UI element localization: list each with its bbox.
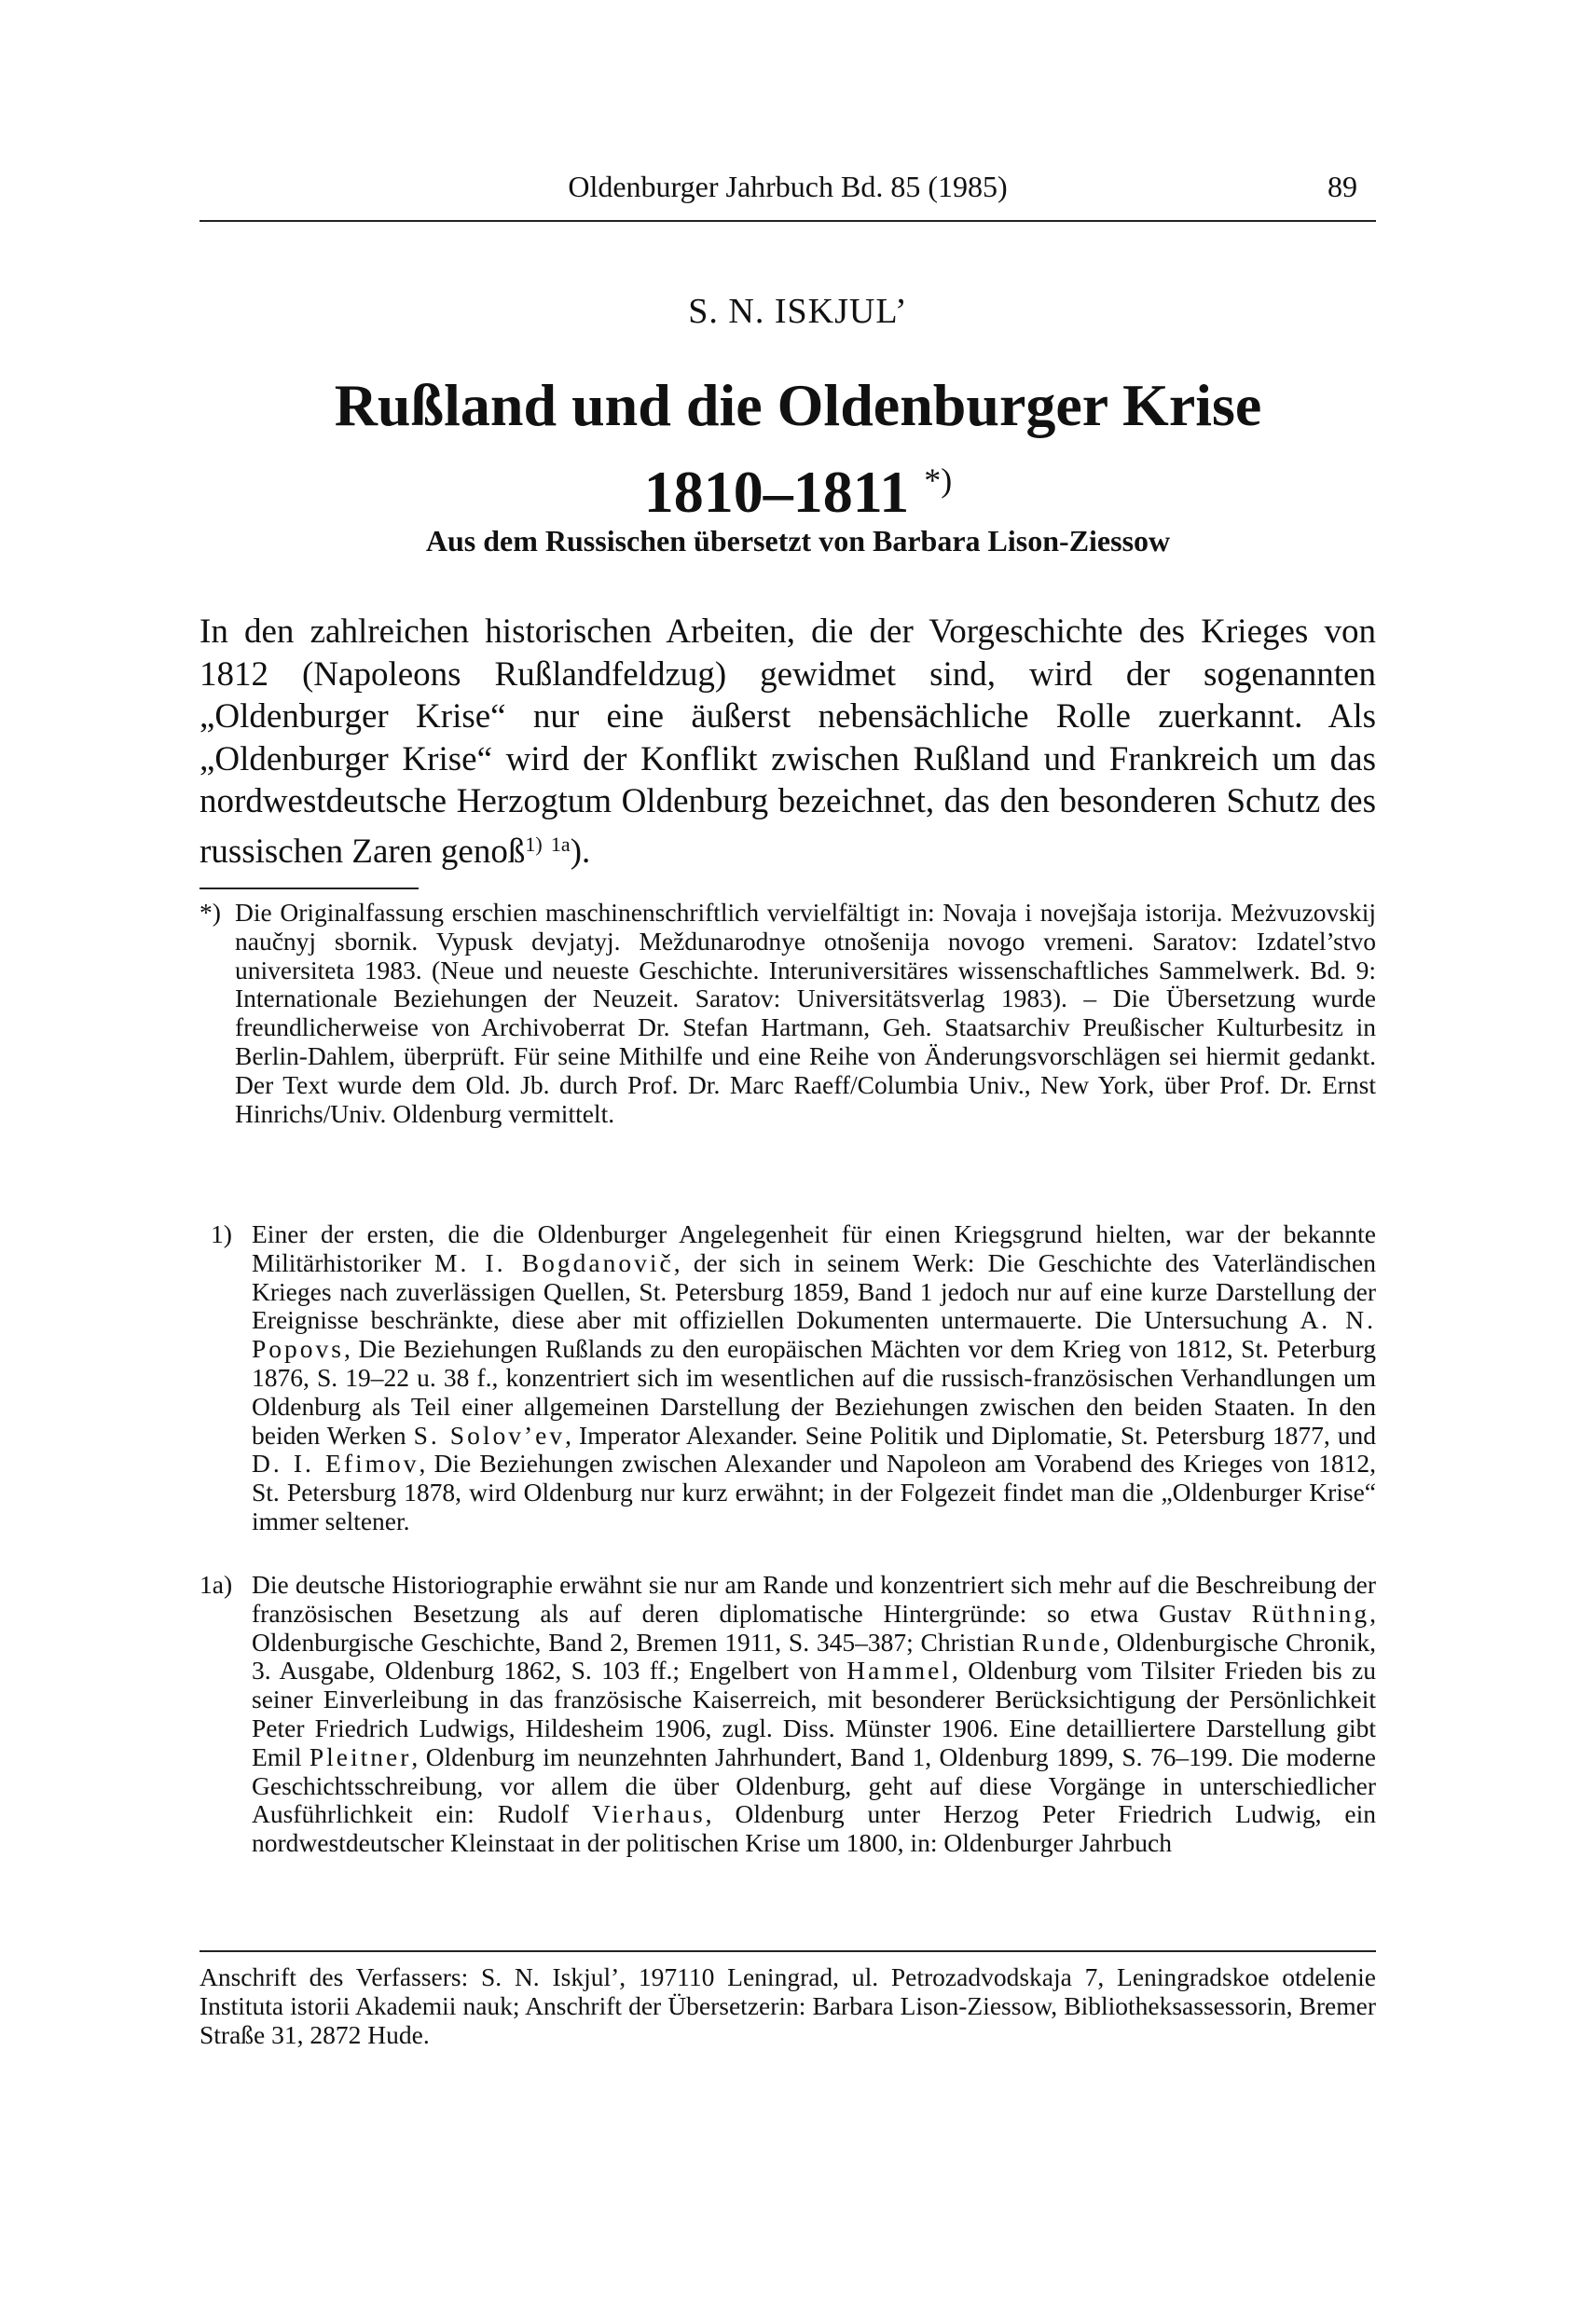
- footnote-1a-text: , Oldenburg unter Herzog Peter Friedrich Ludwig, ein nordwestdeutscher Kleinstaat in der politischen Krise um 1800, in: Oldenburger Jahrbuch: [252, 1799, 1376, 1858]
- footnote-1-text: Einer der ersten, die die Oldenburger Angelegenheit für einen Kriegsgrund hielten, war der bekannte Militärhistoriker: [252, 1219, 1376, 1277]
- address-rule: [200, 1950, 1376, 1952]
- header-rule: [200, 220, 1376, 222]
- footnote-1a-text: Die deutsche Historiographie erwähnt sie nur am Rande und konzentriert sich mehr auf die Beschreibung der französischen Besetzung als auf deren diplomatische Hintergründe: so etwa Gustav: [252, 1570, 1376, 1628]
- running-header: [200, 168, 1376, 220]
- footnote-rule: [200, 888, 419, 889]
- journal-title: Oldenburger Jahrbuch Bd. 85 (1985): [568, 170, 1008, 203]
- body-paragraph-text: In den zahlreichen historischen Arbeiten, die der Vorgeschichte des Krieges von 1812 (Napoleons Rußlandfeldzug) gewidmet sind, wird der sogenannten „Oldenburger Krise“ nur eine äußerst nebensächliche Rolle zuerkannt. Als „Oldenburger Krise“ wird der Konflikt zwischen Rußland und Frankreich um das nordwestdeutsche Herzogtum Oldenburg bezeichnet, das den besonderen Schutz des russischen Zaren genoß: [200, 612, 1376, 871]
- article-subtitle: [0, 446, 1596, 527]
- footnote-ref-1a: 1a: [550, 832, 571, 856]
- page-number: 89: [1328, 170, 1357, 203]
- footnote-1-marker: 1): [211, 1219, 232, 1248]
- footnote-1-text: , Die Beziehungen zwischen Alexander und Napoleon am Vorabend des Krieges von 1812, St. Petersburg 1878, wird Oldenburg nur kurz erwähnt; in der Folgezeit findet man die „Oldenburger Krise“ immer seltener.: [252, 1449, 1376, 1535]
- footnote-1-name-solovev: S. Solov’ev: [413, 1420, 566, 1450]
- footnote-1a-text: , Oldenburg vom Tilsiter Frieden bis zu seiner Einverleibung in das französische Kaiserreich, mit besonderer Berücksichtigung der Persönlichkeit Peter Friedrich Ludwigs, Hildesheim 1906, zugl. Diss. Münster 1906. Eine detailliertere Darstellung gibt Emil: [252, 1656, 1376, 1771]
- footnote-1-name-efimov: D. I. Efimov: [252, 1449, 420, 1479]
- footnote-1a: [252, 1571, 1376, 1858]
- footnote-1a-name-ruthning: Rüthning: [1251, 1598, 1370, 1628]
- article-title: Rußland und die Oldenburger Krise: [334, 372, 1262, 438]
- footnote-1-name-popov: A. N. Popovs: [252, 1305, 1376, 1364]
- footnote-star-marker: *): [200, 898, 221, 927]
- footnote-1-text: , Imperator Alexander. Seine Politik und Diplomatie, St. Petersburg 1877, und: [565, 1420, 1376, 1450]
- footnote-1a-name-hammel: Hammel: [846, 1656, 952, 1686]
- footnote-1a-name-vierhaus: Vierhaus: [592, 1799, 706, 1829]
- article-years: 1810–1811: [643, 459, 910, 525]
- footnote-1a-text: , Oldenburg im neunzehnten Jahrhundert, Band 1, Oldenburg 1899, S. 76–199. Die moderne Geschichtsschreibung, vor allem die über Oldenburg, geht auf diese Vorgänge in unterschiedlicher Ausführlichkeit ein: Rudolf: [252, 1741, 1376, 1829]
- body-paragraph-end: ).: [570, 832, 591, 871]
- body-paragraph: [200, 611, 1376, 873]
- footnote-1a-name-runde: Runde: [1022, 1627, 1103, 1657]
- footnote-1a-text: , Oldenburgische Chronik, 3. Ausgabe, Oldenburg 1862, S. 103 ff.; Engelbert von: [252, 1627, 1376, 1686]
- footnote-1a-text: , Oldenburgische Geschichte, Band 2, Bremen 1911, S. 345–387; Christian: [252, 1598, 1376, 1657]
- article-author: S. N. ISKJUL’: [688, 292, 908, 331]
- footnote-1: [252, 1220, 1376, 1536]
- author-address: Anschrift des Verfassers: S. N. Iskjul’, 197110 Leningrad, ul. Petrozadvodskaja 7, Leningradskoe otdelenie Instituta istorii Akademii nauk; Anschrift der Übersetzerin: Barbara Lison-Ziessow, Bibliotheksassessorin, Bremer Straße 31, 2872 Hude.: [200, 1962, 1376, 2049]
- footnote-star-text: Die Originalfassung erschien maschinenschriftlich vervielfältigt in: Novaja i novejšaja istorija. Meżvuzovskij naučnyj sbornik. Vypusk devjatyj. Meždunarodnye otnošenija novogo vremeni. Saratov: Izdatel’stvo universiteta 1983. (Neue und neueste Geschichte. Interuniversitäres wissenschaftliches Sammelwerk. Bd. 9: Internationale Beziehungen der Neuzeit. Saratov: Universitätsverlag 1983). – Die Übersetzung wurde freundlicherweise von Archivoberrat Dr. Stefan Hartmann, Geh. Staatsarchiv Preußischer Kulturbesitz in Berlin-Dahlem, überprüft. Für seine Mithilfe und eine Reihe von Änderungsvorschlägen sei hiermit gedankt. Der Text wurde dem Old. Jb. durch Prof. Dr. Marc Raeff/Columbia Univ., New York, über Prof. Dr. Ernst Hinrichs/Univ. Oldenburg vermittelt.: [235, 898, 1376, 1128]
- footnote-1-text: , der sich in seinem Werk: Die Geschichte des Vaterländischen Krieges nach zuverlässigen Quellen, St. Petersburg 1859, Band 1 jedoch nur auf eine kurze Darstellung der Ereignisse beschränkte, diese aber mit offiziellen Dokumenten untermauerte. Die Untersuchung: [252, 1247, 1376, 1335]
- footnote-star: [235, 899, 1376, 1128]
- footnote-1a-name-pleitner: Pleitner: [309, 1741, 412, 1771]
- footnote-1-text: , Die Beziehungen Rußlands zu den europäischen Mächten vor dem Krieg von 1812, St. Peterburg 1876, S. 19–22 u. 38 f., konzentriert sich im wesentlichen auf die russisch-französischen Verhandlungen um Oldenburg als Teil einer allgemeinen Darstellung der Beziehungen zwischen den beiden Staaten. In den beiden Werken: [252, 1334, 1376, 1450]
- title-footnote-marker: *): [924, 461, 953, 499]
- footnote-ref-1: 1): [525, 832, 543, 856]
- footnote-1a-marker: 1a): [200, 1570, 233, 1599]
- translator-line: Aus dem Russischen übersetzt von Barbara Lison-Ziessow: [425, 524, 1171, 557]
- footnote-1-name-bogdanovic: M. I. Bogdanovič: [434, 1247, 674, 1277]
